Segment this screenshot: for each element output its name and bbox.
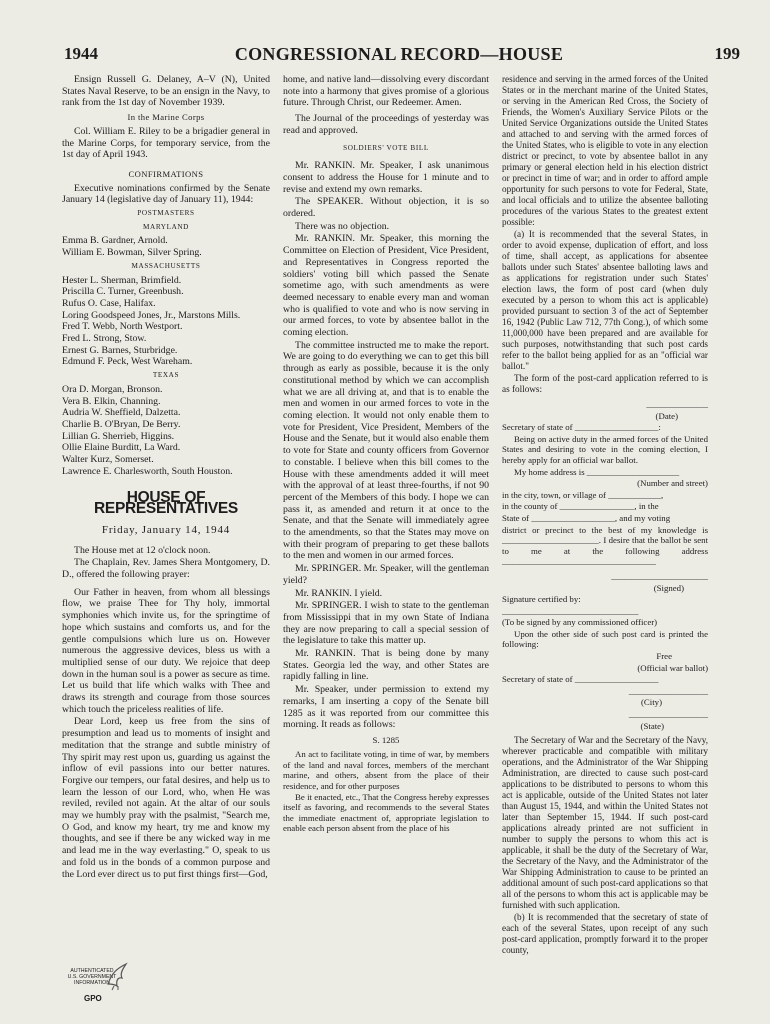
running-header — [54, 44, 744, 68]
prayer-paragraph: Dear Lord, keep us free from the sins of presumption and lead us to moments of insight and meditation that the strange and subtle ministry of Thy spirit may rest upon us, guarding us against the inflow of evil passions into our better natures. Forgive our tempers, our fatal desires, and help us to learn the lesson of our Lord, who, when He was reviled, reviled not again. At the altar of our souls may we humbly pray with the psalmist, "Search me, O God, and know my heart, try me and know my thoughts, and see if there be any wicked way in me and lead me in the way everlasting." O, speak to us and fold us in the bonds of a common purpose and the Lord ever direct us to put first things first—God, — [62, 716, 270, 880]
paragraph: Mr. RANKIN. Mr. Speaker, I ask unanimous consent to address the House for 1 minute and to revise and extend my own remarks. — [283, 160, 489, 195]
form-blank: ______________________ — [611, 570, 708, 581]
list-item: Loring Goodspeed Jones, Jr., Marstons Mills. — [62, 309, 241, 321]
bill-text: The Secretary of War and the Secretary of the Navy, wherever practicable and compatible with military operations, and the Administrator of the War Shipping Administration, are directed to cause such post-card applications to be distributed to persons to whom this act is applicable, outside of the United States not later than August 15, 1944, and within the United States not later than September 15, 1944. If such post-card applications already printed are not sufficient in number to supply the persons to whom this act is applicable, it shall be the duty of the Secretary of War, the Secretary of the Navy, and the Administrator of the War Shipping Administration to cause to be printed an additional amount of such post-card applications so that all of the persons to whom this act is applicable may be furnished with such application. — [502, 735, 708, 911]
form-text: Being on active duty in the armed forces of the United States and desiring to vote in the coming election, I hereby apply for an official war ballot. — [502, 433, 708, 465]
eagle-icon — [104, 962, 130, 992]
name-list — [62, 275, 270, 369]
paragraph: home, and native land—dissolving every discordant note into a harmony that gives promise of a glorious future. Through Christ, our Redeemer. Amen. — [283, 74, 489, 109]
section-heading-confirmations: CONFIRMATIONS — [128, 168, 204, 179]
column-1 — [62, 74, 270, 881]
form-blank: __________________ — [628, 709, 708, 720]
list-item: Charlie B. O'Bryan, De Berry. — [62, 418, 181, 430]
subheading-postmasters: POSTMASTERS — [137, 209, 195, 218]
bill-text: Be it enacted, etc., That the Congress hereby expresses itself as favoring, and recommends to the several States the immediate enactment of, appropriate legislation to enable each person absent from the place of his — [283, 792, 489, 834]
subheading-state: TEXAS — [152, 371, 180, 380]
section-heading-soldiers-vote-bill: SOLDIERS' VOTE BILL — [343, 143, 429, 152]
subheading-state: MASSACHUSETTS — [131, 261, 201, 270]
form-officer-label: (To be signed by any commissioned officer) — [502, 617, 658, 628]
paragraph: Mr. SPRINGER. I wish to state to the gentleman from Mississippi that in my own State of Indiana they are now preparing to call a special session of the legislature to take this matter up. — [283, 600, 489, 647]
form-signed-label: (Signed) — [653, 582, 684, 593]
column-3 — [502, 74, 708, 957]
paragraph: Executive nominations confirmed by the Senate January 14 (legislative day of January 11), 1944: — [62, 182, 270, 206]
form-line: in the city, town, or village of ____________, — [502, 489, 664, 500]
name-list — [62, 235, 270, 258]
list-item: Fred L. Strong, Stow. — [62, 333, 147, 345]
form-blank: ______________ — [646, 399, 708, 409]
form-line: Signature certified by: — [502, 594, 581, 605]
subheading-state: MARYLAND — [143, 222, 189, 231]
form-blank: __________________ — [628, 685, 708, 696]
header-year: 1944 — [64, 44, 98, 63]
paragraph: The Journal of the proceedings of yesterday was read and approved. — [283, 113, 489, 136]
paragraph: Col. William E. Riley to be a brigadier general in the Marine Corps, for temporary service, from the 1st day of April 1943. — [62, 125, 270, 161]
column-2 — [283, 74, 489, 835]
bill-title: An act to facilitate voting, in time of war, by members of the land and naval forces, members of the merchant marine, and others, absent from the place of their residence, and for other purposes — [283, 749, 489, 791]
form-line: Secretary of state of ___________________ — [502, 674, 659, 685]
list-item: Emma B. Gardner, Arnold. — [62, 235, 168, 247]
form-text: district or precinct to the best of my knowledge is ______________________. I desire that the ballot be sent to me at the following address ___________________________________ — [502, 524, 708, 567]
gpo-label: GPO — [84, 994, 102, 1003]
form-free-label: Free — [656, 651, 672, 662]
paragraph: The committee instructed me to make the report. We are going to do everything we can to get this bill through as early as possible, because it is the only constitutional method by which we can accomplish what we are all driving at, and that is to enable the men and women in our armed forces to vote in the coming election. It would not only enable them to vote for President, Vice President, Members of the House and the Senate, but it would also enable them to vote for State and county officers from Governor to constable. I believe when this bill comes to the House with these amendments added it will meet with the approval of at least three-fourths, if not 90 percent of the Members of this body. I hope we can pass it, as amended and return it at once to the Senate, and that the Senate will immediately agree to the amendments, so that the States may move on with their program of preparing to get these ballots to the men and women in our armed forces. — [283, 339, 489, 562]
paragraph: Mr. SPRINGER. Mr. Speaker, will the gentleman yield? — [283, 563, 489, 586]
form-city-label: (City) — [640, 697, 662, 708]
name-list — [62, 384, 270, 478]
bill-text: (a) It is recommended that the several States, in order to avoid expense, duplication of effort, and loss of time, shall accept, as applications for absentee ballots under such States' absentee balloting laws and as applications for registration under such States' election laws, the form of post card (when duly executed by a person to whom this act is applicable) provided pursuant to section 3 of the act of September 16, 1942 (Public Law 712, 77th Cong.), of which some 11,000,000 have been prepared and are available for such purposes, notwithstanding that such post cards refer to the ballot being applied for as an "official war ballot." — [502, 229, 708, 371]
paragraph: Mr. RANKIN. Mr. Speaker, this morning the Committee on Election of President, Vice President, and Representatives in Congress reported the soldiers' voting bill which passed the Senate sometime ago, with such amendments as were deemed necessary to enable every man and woman who is qualified to vote and who is now serving in our armed forces, to vote by absentee ballot in the coming election. — [283, 233, 489, 339]
list-item: Fred T. Webb, North Westport. — [62, 321, 183, 333]
list-item: Vera B. Elkin, Channing. — [62, 395, 161, 407]
bill-text: residence and serving in the armed forces of the United States or in the merchant marine of the United States, or serving in the American Red Cross, the Society of Friends, the Women's Auxiliary Service Pilots or the United Service Organizations outside the United States and attached to and serving with the armed forces of the United States, who is eligible to vote in any election district or precinct, to vote by absentee ballot in any primary or general election held in his election district or precinct in time of war; and in order to afford ample opportunity for such persons to vote for Federal, State, and local officials and to utilize the absentee balloting procedures of the various States to the greatest extent possible: — [502, 74, 708, 227]
form-text: Upon the other side of such post card is printed the following: — [502, 628, 708, 650]
bill-text: (b) It is recommended that the secretary of state of each of the several States, upon receipt of any such post-card application, promptly forward it to the proper county, — [502, 912, 708, 956]
form-line: Secretary of state of ___________________: — [502, 422, 661, 433]
form-blank: _______________________________ — [502, 605, 639, 616]
stamp-line: INFORMATION — [74, 980, 110, 986]
list-item: Audria W. Sheffield, Dalzetta. — [62, 407, 181, 419]
paragraph: The Chaplain, Rev. James Shera Montgomery, D. D., offered the following prayer: — [62, 557, 270, 581]
post-card-form — [502, 399, 708, 731]
section-heading: In the Marine Corps — [127, 112, 205, 123]
gpo-authentication-stamp — [62, 968, 122, 1012]
prayer-paragraph: Our Father in heaven, from whom all blessings flow, we praise Thee for Thy holy, immortal symphonies which invite us, for the springtime of hope which sustains and comforts us, and for the gentle compulsions which lure us on. However numerous the aggressive devices, bless us with a multiplied sense of our duty. We rejoice that deep down in the human soul is a power as secure as time. Let us build that life which walks with Thee and draws its strength and courage from those sources which touch the priceless realities of life. — [62, 586, 270, 715]
list-item: Lillian G. Sherrieb, Higgins. — [62, 430, 175, 442]
form-street-label: (Number and street) — [637, 478, 708, 489]
house-heading: HOUSE OF REPRESENTATIVES — [94, 488, 238, 518]
paragraph: Ensign Russell G. Delaney, A–V (N), United States Naval Reserve, to be an ensign in the Navy, to rank from the 1st day of November 1939. — [62, 74, 270, 109]
form-owb-label: (Official war ballot) — [637, 662, 708, 673]
paragraph: The House met at 12 o'clock noon. — [74, 544, 211, 556]
list-item: Edmund F. Peck, West Wareham. — [62, 356, 193, 368]
stamp-line: AUTHENTICATED — [70, 968, 114, 974]
form-state-label: (State) — [640, 720, 664, 731]
form-line: My home address is _____________________ — [514, 466, 680, 477]
session-date: Friday, January 14, 1944 — [101, 523, 231, 536]
paragraph: Mr. Speaker, under permission to extend my remarks, I am inserting a copy of the Senate bill 1285 as it was reported from our committee this morning. It reads as follows: — [283, 684, 489, 731]
list-item: Ollie Elaine Burditt, La Ward. — [62, 442, 181, 454]
list-item: Ora D. Morgan, Bronson. — [62, 383, 163, 395]
bill-number: S. 1285 — [372, 734, 400, 745]
header-title: CONGRESSIONAL RECORD—HOUSE — [234, 44, 564, 64]
list-item: Lawrence E. Charlesworth, South Houston. — [62, 465, 233, 477]
list-item: Walter Kurz, Somerset. — [62, 454, 154, 466]
stamp-line: U.S. GOVERNMENT — [67, 974, 117, 980]
list-item: Ernest G. Barnes, Sturbridge. — [62, 344, 178, 356]
list-item: Hester L. Sherman, Brimfield. — [62, 274, 182, 286]
bill-text: The form of the post-card application referred to is as follows: — [502, 373, 708, 394]
list-item: Priscilla C. Turner, Greenbush. — [62, 286, 184, 298]
list-item: William E. Bowman, Silver Spring. — [62, 247, 202, 259]
paragraph: Mr. RANKIN. I yield. — [295, 587, 383, 599]
list-item: Rufus O. Case, Halifax. — [62, 297, 156, 309]
paragraph: The SPEAKER. Without objection, it is so ordered. — [283, 196, 489, 220]
header-page-number: 199 — [714, 44, 740, 63]
form-line: in the county of _________________, in the — [502, 501, 659, 512]
form-date-label: (Date) — [655, 410, 678, 421]
form-line: State of ___________________, and my voting — [502, 512, 671, 523]
paragraph: Mr. RANKIN. That is being done by many States. Georgia led the way, and other States are rapidly falling in line. — [283, 648, 489, 683]
paragraph: There was no objection. — [295, 220, 390, 232]
